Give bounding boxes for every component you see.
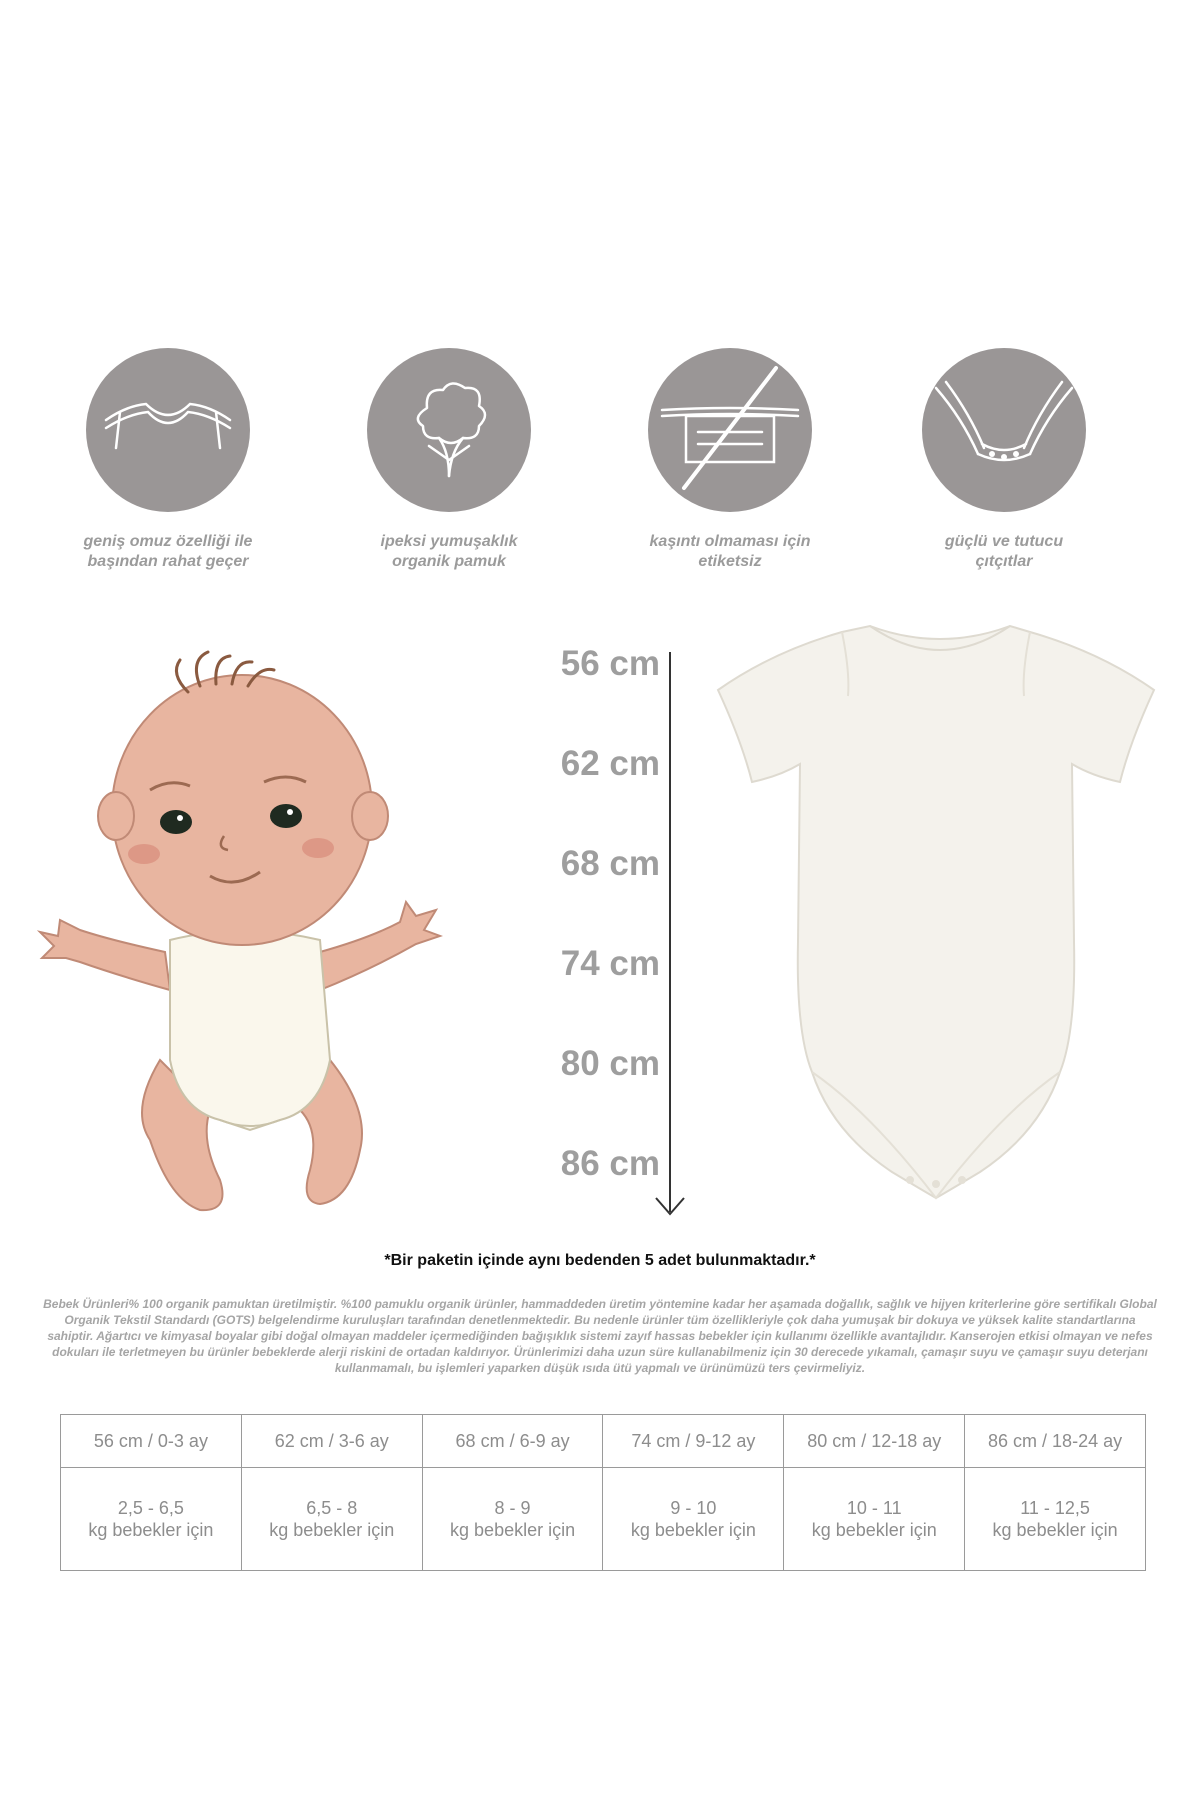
size-table-weight-row (61, 1468, 1146, 1571)
weight-cell (965, 1468, 1146, 1571)
down-arrow-icon (650, 650, 690, 1220)
feature-organic-cotton (329, 348, 569, 572)
weight-suffix: kg bebekler için (811, 1520, 937, 1540)
no-label-icon (648, 348, 812, 512)
weight-suffix: kg bebekler için (450, 1520, 576, 1540)
feature-caption-line1: geniş omuz özelliği ile (83, 533, 253, 550)
weight-cell (61, 1468, 242, 1571)
size-label: 56 cm (560, 644, 660, 683)
size-label: 74 cm (560, 944, 660, 983)
size-header-cell: 80 cm / 12-18 ay (784, 1415, 965, 1468)
feature-no-label (610, 348, 850, 572)
weight-range: 11 - 12,5 (1020, 1498, 1090, 1518)
size-table-header-row (61, 1415, 1146, 1468)
size-header-cell: 68 cm / 6-9 ay (422, 1415, 603, 1468)
weight-suffix: kg bebekler için (992, 1520, 1118, 1540)
weight-range: 8 - 9 (494, 1498, 531, 1518)
feature-caption-line2: organik pamuk (392, 553, 506, 570)
size-label: 68 cm (560, 844, 660, 883)
size-scale (500, 644, 660, 1244)
feature-wide-shoulder (48, 348, 288, 572)
bodysuit-image (700, 612, 1180, 1232)
feature-caption-line2: başından rahat geçer (87, 553, 249, 570)
cotton-flower-icon (367, 348, 531, 512)
weight-suffix: kg bebekler için (88, 1520, 214, 1540)
weight-cell (603, 1468, 784, 1571)
size-label: 62 cm (560, 744, 660, 783)
feature-caption-line2: etiketsiz (698, 553, 762, 570)
weight-suffix: kg bebekler için (630, 1520, 756, 1540)
weight-cell (241, 1468, 422, 1571)
size-label: 86 cm (560, 1144, 660, 1183)
size-header-cell: 62 cm / 3-6 ay (241, 1415, 422, 1468)
feature-caption-line1: kaşıntı olmaması için (649, 533, 811, 550)
weight-cell (422, 1468, 603, 1571)
weight-range: 10 - 11 (846, 1498, 902, 1518)
package-note: *Bir paketin içinde aynı bedenden 5 adet bulunmaktadır.* (384, 1252, 816, 1269)
weight-range: 6,5 - 8 (306, 1498, 358, 1518)
product-description: Bebek Ürünleri% 100 organik pamuktan üretilmiştir. %100 pamuklu organik ürünler, hammaddeden üretim yöntemine kadar her aşamada doğallık, sağlık ve hijyen kriterlerine göre sertifikalı Global Organik Tekstil Standardı (GOTS) belgelendirme kuruluşları tarafından denetlenmektedir. Bu nedenle ürünler tüm özellikleriyle çok daha yumuşak bir dokuya ve yüksek kalite standartlarına sahiptir. Ağartıcı ve kimyasal boyalar gibi doğal olmayan maddeler içermediğinden bağışıklık sistemi zayıf hassas bebekler için kullanımı özellikle avantajlıdır. Kanserojen etkisi olmayan ve nefes dokuları ile terletmeyen bu ürünler bebeklerde alerji riskini de ortadan kaldırıyor. Ürünlerimizi daha uzun süre kullanabilmeniz için 30 derecede yıkamalı, çamaşır suyu ve çamaşır suyu deterjanı kullanmamalı, bu işlemleri yaparken düşük ısıda ütü yapmalı ve ürünümüzü ters çevirmeliyiz. (43, 1297, 1157, 1375)
size-header-cell: 86 cm / 18-24 ay (965, 1415, 1146, 1468)
feature-caption-line1: güçlü ve tutucu (944, 533, 1064, 550)
baby-illustration (20, 640, 460, 1230)
size-table (60, 1414, 1146, 1571)
snap-buttons-icon (922, 348, 1086, 512)
size-label: 80 cm (560, 1044, 660, 1083)
weight-suffix: kg bebekler için (269, 1520, 395, 1540)
size-header-cell: 74 cm / 9-12 ay (603, 1415, 784, 1468)
feature-caption-line1: ipeksi yumuşaklık (380, 533, 518, 550)
weight-range: 9 - 10 (670, 1498, 717, 1518)
shoulder-neck-icon (86, 348, 250, 512)
weight-cell (784, 1468, 965, 1571)
feature-caption-line2: çıtçıtlar (975, 553, 1033, 570)
size-header-cell: 56 cm / 0-3 ay (61, 1415, 242, 1468)
weight-range: 2,5 - 6,5 (117, 1498, 184, 1518)
feature-snap-buttons (884, 348, 1124, 572)
